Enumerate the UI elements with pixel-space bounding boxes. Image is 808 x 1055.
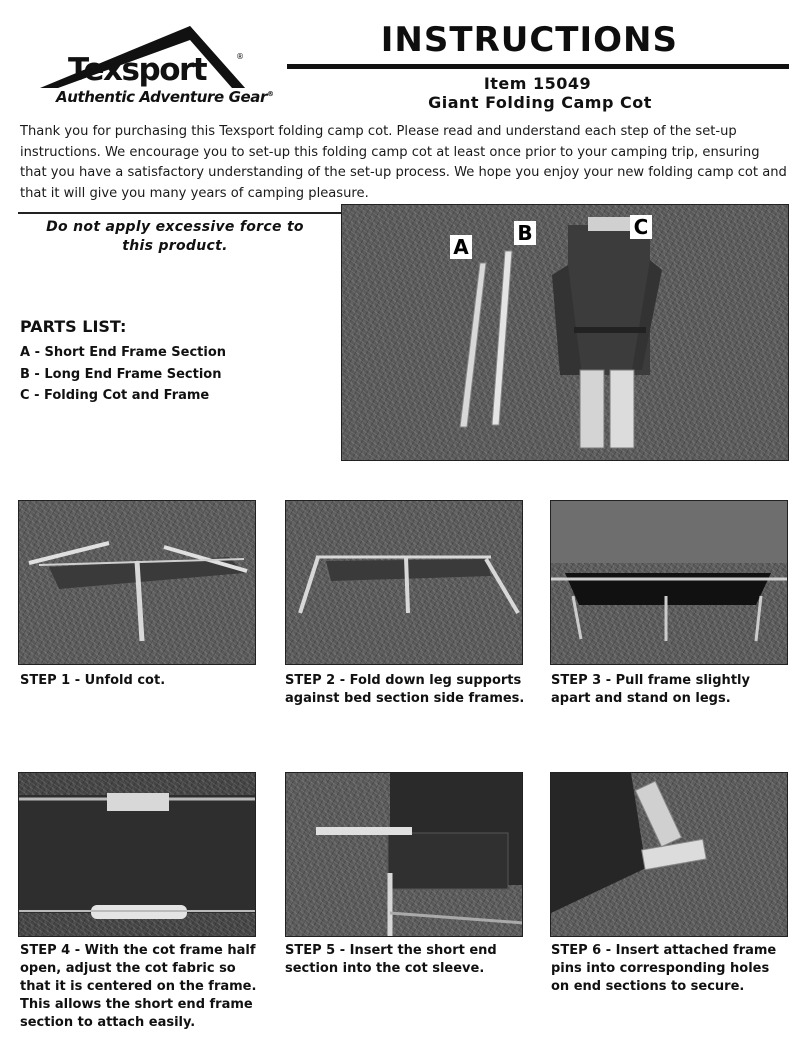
page-title: INSTRUCTIONS bbox=[380, 20, 678, 60]
photo-label-a: A bbox=[450, 235, 472, 259]
step-4-caption: STEP 4 - With the cot frame half open, adjust the cot fabric so that it is centered on the frame. This allows the short end frame section to attach easily. bbox=[20, 943, 257, 1030]
step-4-photo bbox=[18, 772, 256, 937]
step-3-caption: STEP 3 - Pull frame slightly apart and stand on legs. bbox=[551, 673, 750, 706]
photo-label-b: B bbox=[514, 221, 536, 245]
section-divider bbox=[18, 212, 341, 214]
step-3-photo bbox=[550, 500, 788, 665]
step-1-caption: STEP 1 - Unfold cot. bbox=[20, 673, 166, 688]
brand-tagline: Authentic Adventure Gear® bbox=[56, 88, 274, 106]
parts-list-heading: PARTS LIST: bbox=[20, 317, 127, 336]
title-divider bbox=[287, 64, 789, 69]
step-5-photo bbox=[285, 772, 523, 937]
warning-note: Do not apply excessive force to this product. bbox=[46, 219, 304, 254]
parts-list-item: A - Short End Frame Section bbox=[20, 345, 227, 360]
parts-list-item: C - Folding Cot and Frame bbox=[20, 388, 210, 403]
step-6-caption: STEP 6 - Insert attached frame pins into corresponding holes on end sections to secure. bbox=[551, 943, 777, 994]
step-1-photo bbox=[18, 500, 256, 665]
step-2-photo bbox=[285, 500, 523, 665]
item-number: Item 15049 bbox=[483, 74, 592, 93]
step-6-photo bbox=[550, 772, 788, 937]
step-2-caption: STEP 2 - Fold down leg supports against bed section side frames. bbox=[285, 673, 525, 706]
item-name: Giant Folding Camp Cot bbox=[428, 93, 652, 112]
intro-paragraph: Thank you for purchasing this Texsport folding camp cot. Please read and understand each step of the set-up instructions. We encourage you to set-up this folding camp cot at least once prior to your camping trip, ensuring that you have a satisfactory understanding of the set-up process. We hope you enjoy your new folding camp cot and that it will give you many years of camping pleasure. bbox=[20, 124, 787, 201]
parts-photo bbox=[341, 204, 789, 461]
brand-logo bbox=[40, 22, 274, 114]
brand-name: Texsport bbox=[68, 52, 207, 88]
brand-registered-mark: ® bbox=[236, 52, 244, 61]
parts-list-item: B - Long End Frame Section bbox=[20, 366, 222, 382]
photo-label-c: C bbox=[630, 215, 652, 239]
step-5-caption: STEP 5 - Insert the short end section into the cot sleeve. bbox=[285, 943, 497, 976]
parts-list bbox=[20, 342, 226, 407]
